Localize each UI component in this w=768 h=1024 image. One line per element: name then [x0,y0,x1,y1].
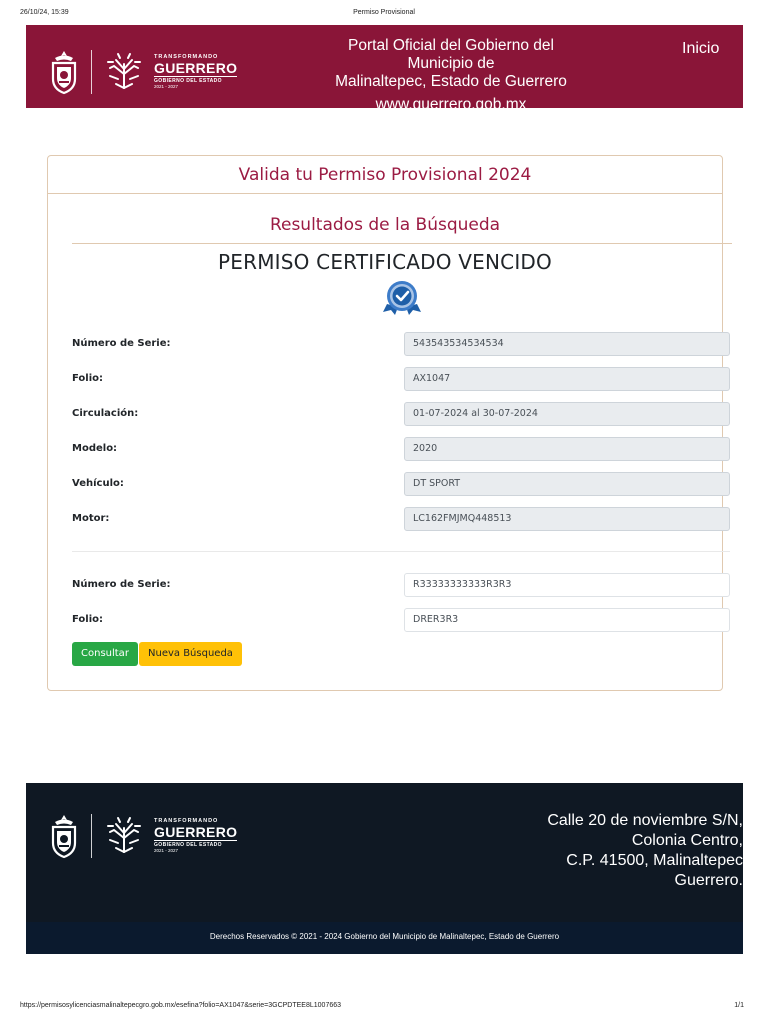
result-row-circulacion [72,402,730,426]
result-value-serie: 543543534534534 [404,332,730,356]
site-header [26,25,743,113]
result-label: Motor: [72,513,110,524]
address-line: Guerrero. [674,872,743,889]
portal-line2: Malinaltepec, Estado de Guerrero [335,73,567,90]
result-row-serie [72,332,730,356]
brand-line3: GOBIERNO DEL ESTADO [154,842,222,848]
divider [72,551,730,552]
result-label: Circulación: [72,408,139,419]
brand-line4: 2021 - 2027 [154,848,179,853]
result-value-folio: AX1047 [404,367,730,391]
brand-line2: GUERRERO [154,60,238,76]
card-title: Valida tu Permiso Provisional 2024 [238,165,532,185]
result-label: Vehículo: [72,478,124,489]
brand-line4: 2021 - 2027 [154,84,179,89]
nav-home-link[interactable]: Inicio [682,40,720,57]
address-line: Colonia Centro, [631,832,743,849]
result-value-motor: LC162FMJMQ448513 [404,507,730,531]
result-value-circulacion: 01-07-2024 al 30-07-2024 [404,402,730,426]
brand-line1: TRANSFORMANDO [154,817,219,824]
folio-input[interactable]: DRER3R3 [404,608,730,632]
result-row-vehiculo [72,472,730,496]
certified-badge-icon [381,280,423,316]
portal-title [316,37,586,114]
validation-card [47,155,723,691]
folio-label: Folio: [72,614,104,625]
result-label: Folio: [72,373,104,384]
brand-line1: TRANSFORMANDO [154,53,219,60]
address-line: Calle 20 de noviembre S/N, [547,812,743,829]
divider [72,243,732,244]
consult-button[interactable]: Consultar [72,642,138,666]
tree-logo-icon [104,816,144,856]
serie-label: Número de Serie: [72,579,171,590]
result-value-modelo: 2020 [404,437,730,461]
address-line: C.P. 41500, Malinaltepec [566,852,743,869]
tree-logo-icon [104,52,144,92]
results-title: Resultados de la Búsqueda [269,215,501,235]
copyright-text: Derechos Reservados © 2021 - 2024 Gobierno del Municipio de Malinaltepec, Estado de Guerrero [209,932,560,941]
search-row-serie [72,573,730,597]
copyright-bar [26,922,743,954]
portal-website[interactable]: www.guerrero.gob.mx [375,96,527,113]
brand-line3: GOBIERNO DEL ESTADO [154,78,222,84]
state-seal-icon [49,49,79,95]
print-page-title: Permiso Provisional [353,9,415,16]
footer-logo[interactable] [49,813,237,859]
print-date: 26/10/24, 15:39 [20,9,69,16]
result-row-motor [72,507,730,531]
new-search-button[interactable]: Nueva Búsqueda [139,642,242,666]
print-url: https://permisosylicenciasmalinaltepecgro.gob.mx/esefina?folio=AX1047&serie=3GCPDTEE8L1007663 [20,1002,342,1009]
footer-address [547,811,743,891]
site-footer [26,783,743,954]
result-value-vehiculo: DT SPORT [404,472,730,496]
portal-line1: Portal Oficial del Gobierno del Municipio de [348,37,554,72]
card-header [48,156,722,194]
result-label: Modelo: [72,443,118,454]
search-row-folio [72,608,730,632]
permit-status: PERMISO CERTIFICADO VENCIDO [218,250,552,274]
serie-input[interactable]: R33333333333R3R3 [404,573,730,597]
result-label: Número de Serie: [72,338,171,349]
result-row-folio [72,367,730,391]
result-row-modelo [72,437,730,461]
state-seal-icon [49,813,79,859]
header-logo[interactable] [49,49,237,95]
brand-line2: GUERRERO [154,824,238,840]
print-page-number: 1/1 [734,1002,744,1009]
